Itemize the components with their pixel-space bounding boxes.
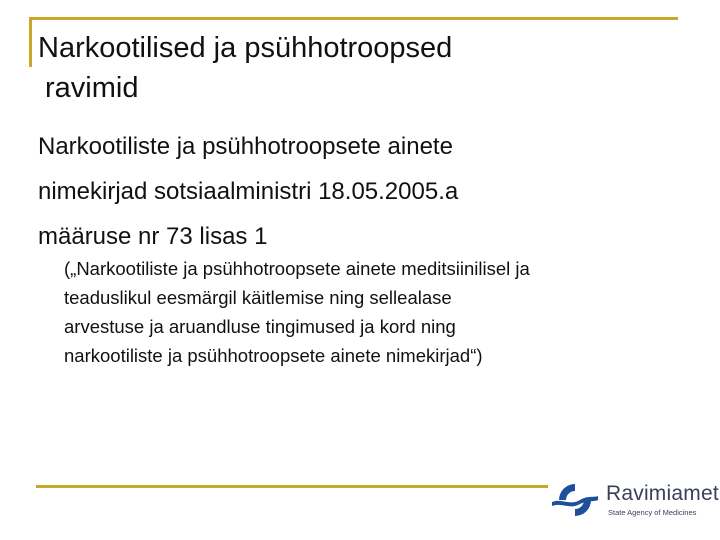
slide-title — [38, 28, 678, 108]
main-paragraph — [38, 124, 678, 259]
sub-paragraph — [64, 254, 684, 370]
bottom-divider — [36, 485, 548, 488]
top-divider — [32, 17, 678, 20]
left-divider — [29, 17, 32, 67]
main-paragraph-line: Narkootiliste ja psühhotroopsete ainete — [38, 133, 453, 160]
sub-paragraph-line: („Narkootiliste ja psühhotroopsete ainete meditsiinilisel ja — [64, 258, 530, 279]
main-paragraph-line: määruse nr 73 lisas 1 — [38, 223, 268, 250]
logo-name: Ravimiamet — [606, 482, 719, 505]
sub-paragraph-line: teaduslikul eesmärgil käitlemise ning sellealase — [64, 287, 452, 308]
sub-paragraph-line: narkootiliste ja psühhotroopsete ainete nimekirjad“) — [64, 345, 483, 366]
ravimiamet-logo-icon — [550, 480, 600, 520]
slide-title-line-1: Narkootilised ja psühhotroopsed — [38, 32, 453, 64]
sub-paragraph-line: arvestuse ja aruandluse tingimused ja kord ning — [64, 316, 456, 337]
main-paragraph-line: nimekirjad sotsiaalministri 18.05.2005.a — [38, 178, 459, 205]
ravimiamet-logo — [550, 478, 719, 524]
slide-title-line-2: ravimid — [45, 72, 139, 104]
logo-subtitle: State Agency of Medicines — [608, 508, 697, 517]
